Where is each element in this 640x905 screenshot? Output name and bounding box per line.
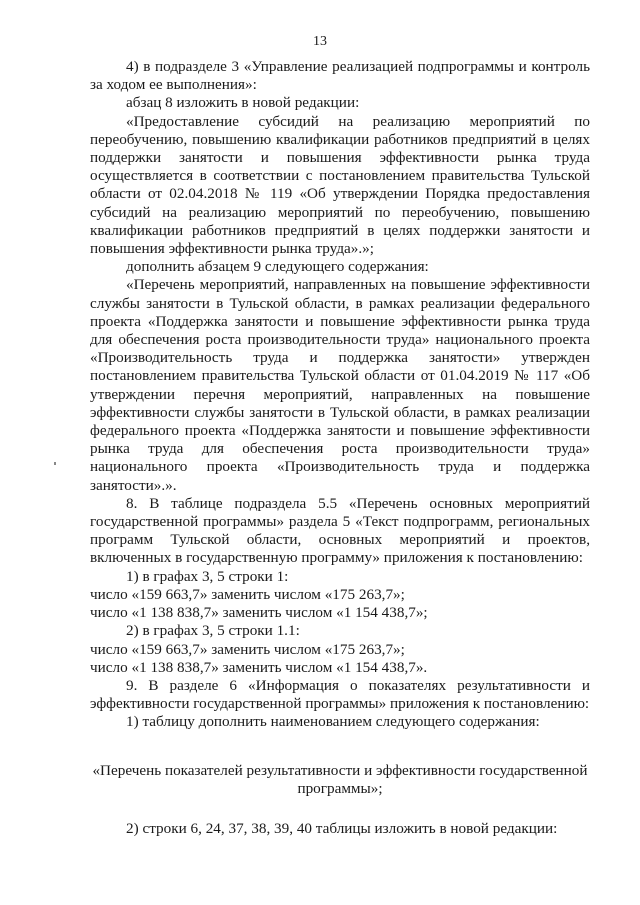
paragraph-columns-row-1-1: 2) в графах 3, 5 строки 1.1: [126,622,300,640]
paragraph-abzac-8: абзац 8 изложить в новой редакции: [126,94,360,112]
paragraph-columns-row-1: 1) в графах 3, 5 строки 1: [126,567,289,585]
paragraph-replace-2: число «1 138 838,7» заменить числом «1 154 438,7»; [90,604,428,622]
page-number: 13 [313,34,327,49]
paragraph-table-title-quote: «Перечень показателей результативности и эффективности государственной программы»; [92,761,588,797]
paragraph-replace-4: число «1 138 838,7» заменить числом «1 154 438,7». [90,658,428,676]
document-body [90,58,590,838]
paragraph-add-abzac-9: дополнить абзацем 9 следующего содержания: [126,258,429,276]
paragraph-item-4: 4) в подразделе 3 «Управление реализацией подпрограммы и контроль за ходом ее выполнения»: [90,58,590,94]
paragraph-quote-subsidies: «Предоставление субсидий на реализацию мероприятий по переобучению, повышению квалификации работников предприятий в целях поддержки занятости и повышения эффективности рынка труда осуществляется в соответствии с постановлением правительства Тульской области от 02.04.2018 № 119 «Об утверждении Порядка предоставления субсидий на реализацию мероприятий по переобучению, повышению квалификации работников предприятий в целях поддержки занятости и повышения эффективности рынка труда».»; [90,112,590,258]
paragraph-item-8: 8. В таблице подраздела 5.5 «Перечень основных мероприятий государственной программы» раздела 5 «Текст подпрограмм, региональных программ Тульской области, основных мероприятий и проектов, включенных в государственную программу» приложения к постановлению: [90,494,590,567]
paragraph-rows-new-edition: 2) строки 6, 24, 37, 38, 39, 40 таблицы изложить в новой редакции: [126,819,558,837]
paragraph-table-add-title: 1) таблицу дополнить наименованием следующего содержания: [126,713,540,731]
paragraph-replace-1: число «159 663,7» заменить числом «175 263,7»; [90,585,405,603]
scan-artifact [54,462,56,465]
paragraph-item-9: 9. В разделе 6 «Информация о показателях результативности и эффективности государственной программы» приложения к постановлению: [90,676,590,713]
paragraph-quote-measures: «Перечень мероприятий, направленных на повышение эффективности службы занятости в Тульской области, в рамках реализации федерального проекта «Поддержка занятости и повышение эффективности рынка труда для обеспечения роста производительности труда» национального проекта «Производительность труда и поддержка занятости» утвержден постановлением правительства Тульской области от 01.04.2019 № 117 «Об утверждении перечня мероприятий, направленных на повышение эффективности службы занятости в Тульской области, в рамках реализации федерального проекта «Поддержка занятости и повышение эффективности рынка труда для обеспечения роста производительности труда» национального проекта «Производительность труда и поддержка занятости».». [90,276,590,494]
paragraph-replace-3: число «159 663,7» заменить числом «175 263,7»; [90,640,405,658]
